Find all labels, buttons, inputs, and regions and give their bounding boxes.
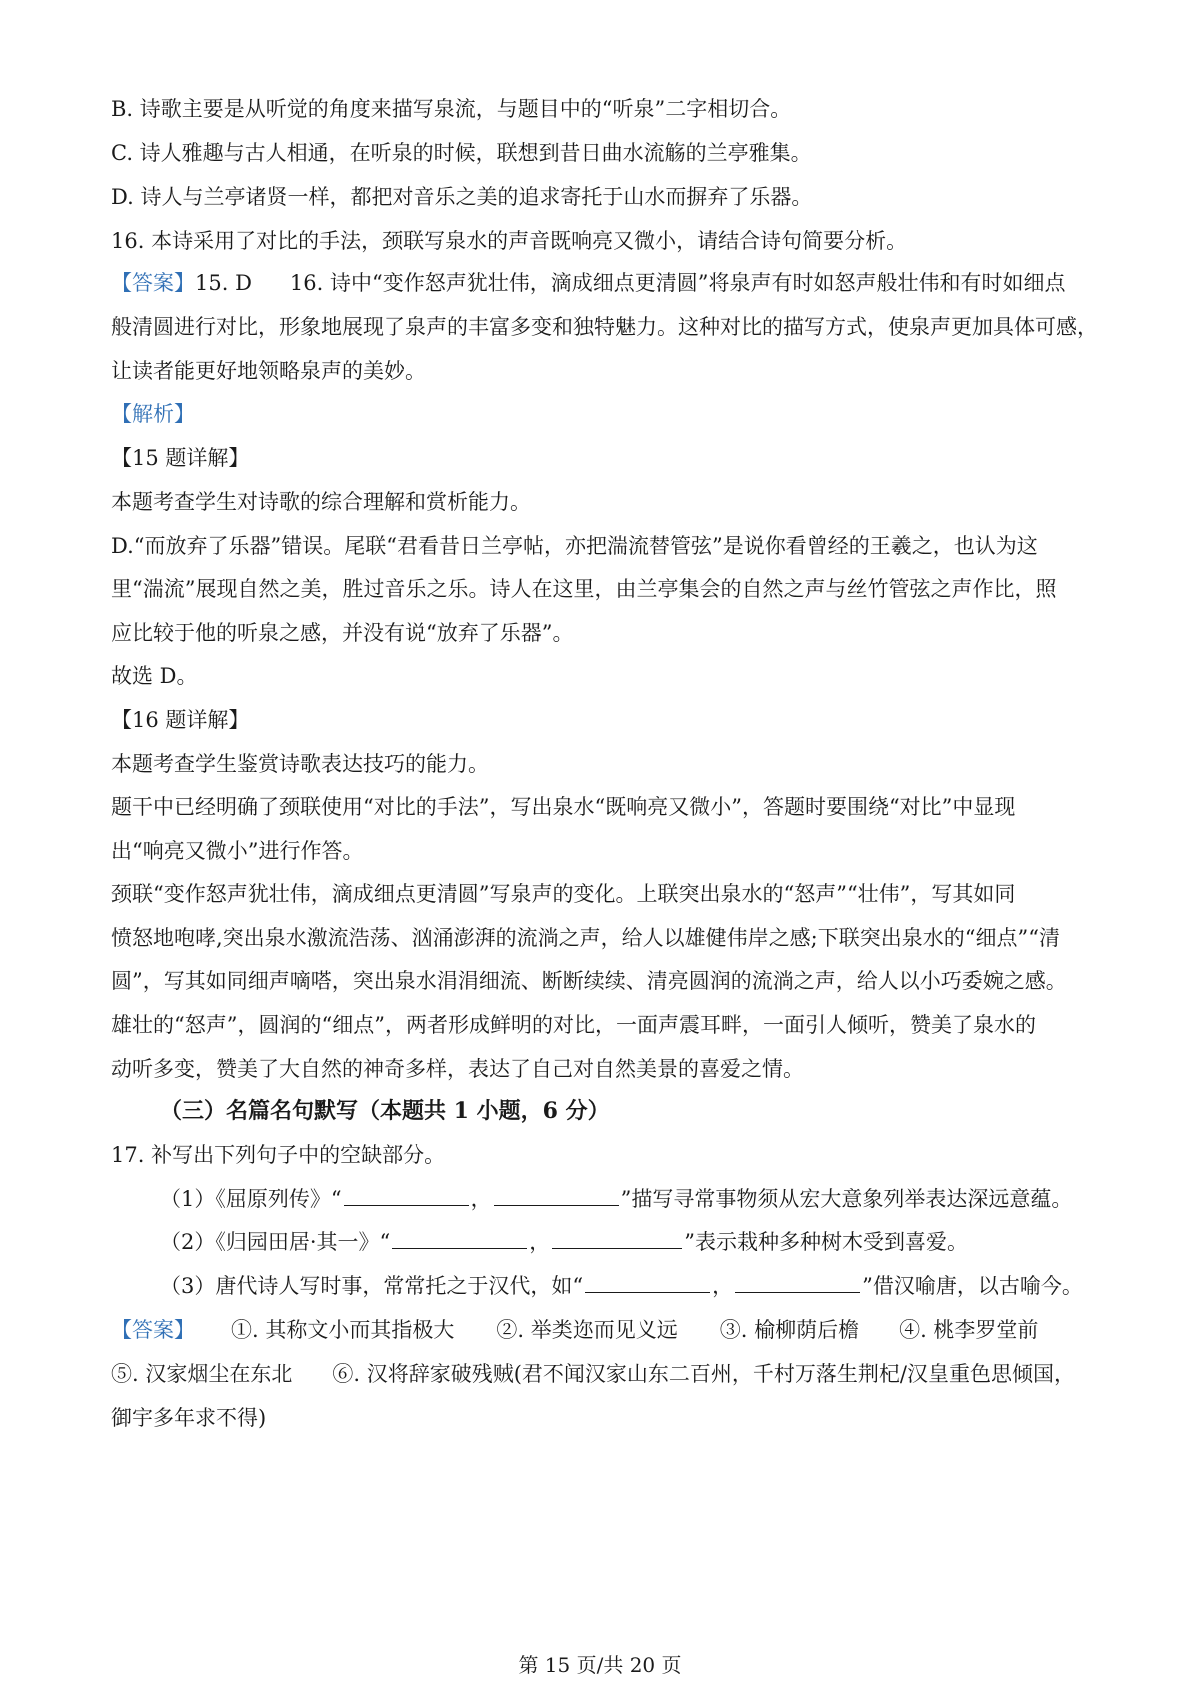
detail-15-line-1: D.“而放弃了乐器”错误。尾联“君看昔日兰亭帖，亦把湍流替管弦”是说你看曾经的王羲之，也认为这: [111, 534, 1038, 558]
detail-16-heading: 【16 题详解】: [111, 708, 250, 732]
fill-blank-2[interactable]: [494, 1185, 619, 1206]
detail-16-line-2: 出“响亮又微小”进行作答。: [111, 839, 364, 863]
option-b: B. 诗歌主要是从听觉的角度来描写泉流，与题目中的“听泉”二字相切合。: [111, 97, 792, 121]
fill-blank-1[interactable]: [344, 1185, 469, 1206]
answer-17-3: ③. 榆柳荫后檐: [719, 1318, 860, 1342]
question-17-3: [160, 1272, 1150, 1300]
answer-17-4: ④. 桃李罗堂前: [899, 1318, 1039, 1342]
question-16: 16. 本诗采用了对比的手法，颈联写泉水的声音既响亮又微小，请结合诗句简要分析。: [111, 229, 908, 253]
q17-1-comma: ，: [470, 1187, 492, 1211]
answer-tag: 【答案】: [111, 271, 195, 295]
answer-line-1: [111, 269, 1101, 297]
q17-2-prefix: （2）《归园田居·其一》“: [160, 1230, 391, 1254]
question-17: 17. 补写出下列句子中的空缺部分。: [111, 1143, 446, 1167]
answer-line-3: 让读者能更好地领略泉声的美妙。: [111, 359, 426, 383]
detail-16-line-7: 动听多变，赞美了大自然的神奇多样，表达了自己对自然美景的喜爱之情。: [111, 1057, 804, 1081]
question-17-2: [160, 1228, 1150, 1256]
option-d: D. 诗人与兰亭诸贤一样，都把对音乐之美的追求寄托于山水而摒弃了乐器。: [111, 185, 813, 209]
answer-line-2: 般清圆进行对比，形象地展现了泉声的丰富多变和独特魅力。这种对比的描写方式，使泉声更加具体可感，: [111, 315, 1098, 339]
detail-15-line-3: 应比较于他的听泉之感，并没有说“放弃了乐器”。: [111, 621, 574, 645]
detail-16-line-4: 愤怒地咆哮,突出泉水激流浩荡、汹涌澎湃的流淌之声，给人以雄健伟岸之感;下联突出泉水的“细点”“清: [111, 926, 1060, 950]
answer-17-line-1: [111, 1316, 1101, 1344]
detail-15-text: 本题考查学生对诗歌的综合理解和赏析能力。: [111, 490, 531, 514]
q17-3-prefix: （3）唐代诗人写时事，常常托之于汉代，如“: [160, 1274, 584, 1298]
answer-17-2: ②. 举类迩而见义远: [496, 1318, 678, 1342]
detail-16-line-5: 圆”，写其如同细声嘀嗒，突出泉水涓涓细流、断断续续、清亮圆润的流淌之声，给人以小巧委婉之感。: [111, 969, 1067, 993]
detail-16-line-3: 颈联“变作怒声犹壮伟，滴成细点更清圆”写泉声的变化。上联突出泉水的“怒声”“壮伟”，写其如同: [111, 882, 1016, 906]
answer-15: 15. D: [195, 271, 252, 295]
answer-16: 16. 诗中“变作怒声犹壮伟，滴成细点更清圆”将泉声有时如怒声般壮伟和有时如细点: [289, 271, 1066, 295]
section-3-title: （三）名篇名句默写（本题共 1 小题，6 分）: [160, 1098, 610, 1124]
answer-17-tag: 【答案】: [111, 1318, 195, 1342]
fill-blank-3[interactable]: [392, 1228, 527, 1249]
q17-2-suffix: ”表示栽种多种树木受到喜爱。: [684, 1230, 969, 1254]
detail-15-conclusion: 故选 D。: [111, 664, 198, 688]
question-17-1: [160, 1185, 1150, 1213]
detail-15-line-2: 里“湍流”展现自然之美，胜过音乐之乐。诗人在这里，由兰亭集会的自然之声与丝竹管弦之声作比，照: [111, 577, 1057, 601]
option-c: C. 诗人雅趣与古人相通，在听泉的时候，联想到昔日曲水流觞的兰亭雅集。: [111, 141, 812, 165]
q17-2-comma: ，: [529, 1230, 551, 1254]
detail-16-line-1: 题干中已经明确了颈联使用“对比的手法”，写出泉水“既响亮又微小”，答题时要围绕“对比”中显现: [111, 795, 1016, 819]
q17-1-prefix: （1）《屈原列传》“: [160, 1187, 342, 1211]
detail-16-text: 本题考查学生鉴赏诗歌表达技巧的能力。: [111, 752, 489, 776]
detail-16-line-6: 雄壮的“怒声”，圆润的“细点”，两者形成鲜明的对比，一面声震耳畔，一面引人倾听，赞美了泉水的: [111, 1013, 1036, 1037]
page-footer: 第 15 页/共 20 页: [518, 1653, 682, 1677]
q17-3-comma: ，: [712, 1274, 734, 1298]
q17-1-suffix: ”描写寻常事物须从宏大意象列举表达深远意蕴。: [620, 1187, 1073, 1211]
q17-3-suffix: ”借汉喻唐，以古喻今。: [862, 1274, 1083, 1298]
answer-17-6: ⑥. 汉将辞家破残贼(君不闻汉家山东二百州，千村万落生荆杞/汉皇重色思倾国，: [332, 1362, 1075, 1386]
answer-17-line-3: 御宇多年求不得): [111, 1406, 267, 1430]
answer-17-line-2: [111, 1360, 1101, 1388]
answer-17-5: ⑤. 汉家烟尘在东北: [111, 1362, 293, 1386]
fill-blank-6[interactable]: [735, 1272, 860, 1293]
detail-15-heading: 【15 题详解】: [111, 446, 250, 470]
fill-blank-4[interactable]: [552, 1228, 682, 1249]
analysis-tag: 【解析】: [111, 402, 195, 426]
answer-17-1: ①. 其称文小而其指极大: [231, 1318, 455, 1342]
fill-blank-5[interactable]: [585, 1272, 710, 1293]
